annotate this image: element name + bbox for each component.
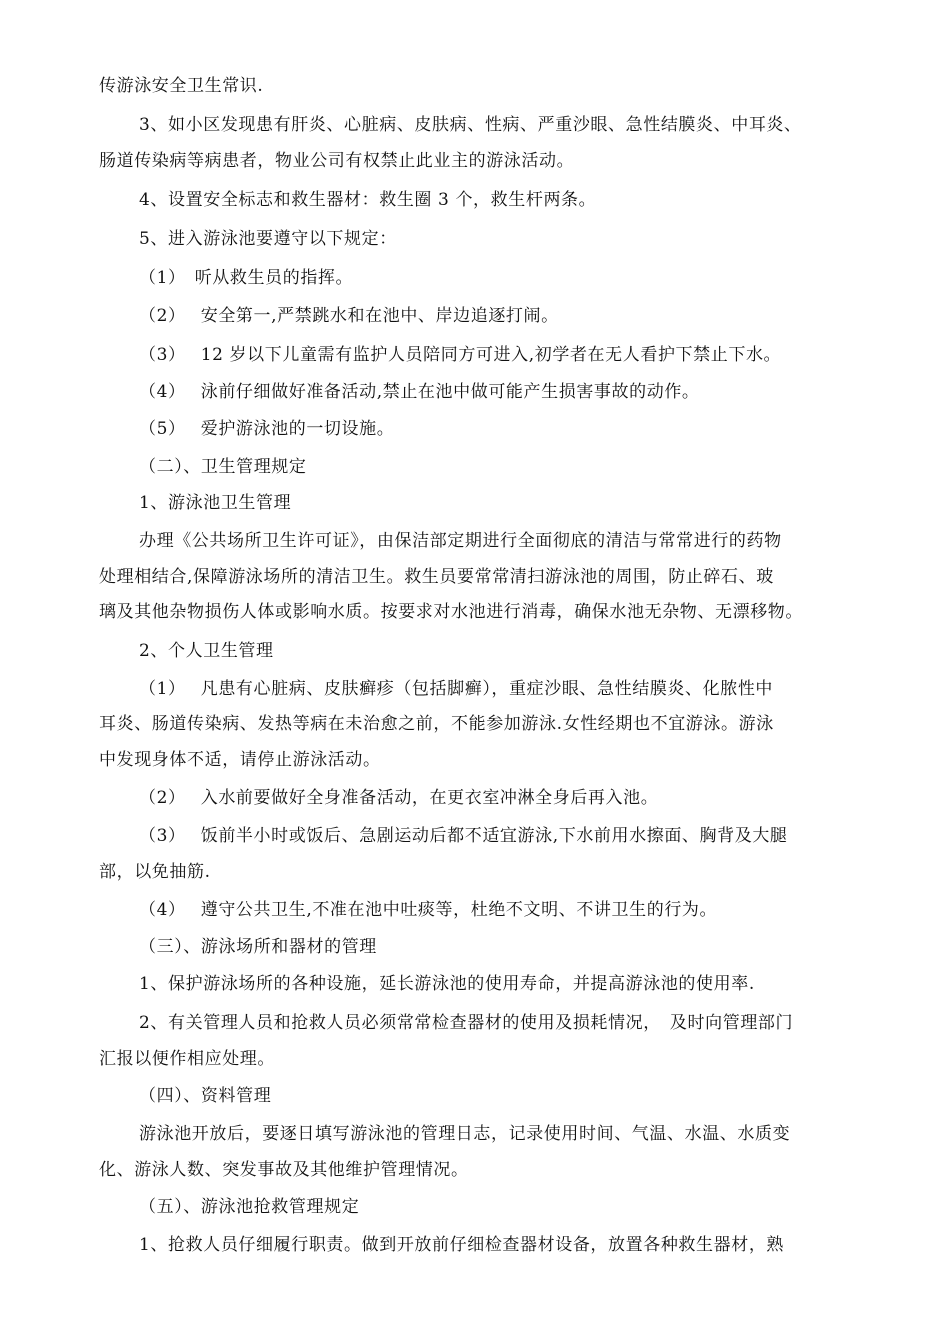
text-line: 化、游泳人数、突发事故及其他维护管理情况。 — [99, 1160, 469, 1180]
section-heading: （三）、游泳场所和器材的管理 — [139, 937, 377, 957]
text-line: 肠道传染病等病患者，物业公司有权禁止此业主的游泳活动。 — [99, 151, 575, 171]
text-line: （2） 安全第一,严禁跳水和在池中、岸边追逐打闹。 — [139, 306, 559, 326]
text-line: （2） 入水前要做好全身准备活动，在更衣室冲淋全身后再入池。 — [139, 788, 659, 808]
text-line: 1、保护游泳场所的各种设施，延长游泳池的使用寿命，并提高游泳池的使用率. — [139, 974, 755, 994]
text-line: 1、抢救人员仔细履行职责。做到开放前仔细检查器材设备，放置各种救生器材，熟 — [139, 1235, 785, 1255]
subsection-heading: 2、个人卫生管理 — [139, 641, 274, 661]
text-line: 5、进入游泳池要遵守以下规定： — [139, 229, 397, 249]
text-line: （4） 遵守公共卫生,不准在池中吐痰等，杜绝不文明、不讲卫生的行为。 — [139, 900, 718, 920]
text-line: 传游泳安全卫生常识. — [99, 76, 264, 96]
text-line: （4） 泳前仔细做好准备活动,禁止在池中做可能产生损害事故的动作。 — [139, 382, 700, 402]
text-line: 耳炎、肠道传染病、发热等病在未治愈之前，不能参加游泳.女性经期也不宜游泳。游泳 — [99, 714, 774, 734]
text-line: （1） 凡患有心脏病、皮肤癣疹（包括脚癣），重症沙眼、急性结膜炎、化脓性中 — [139, 679, 774, 699]
text-line: （3） 12 岁以下儿童需有监护人员陪同方可进入,初学者在无人看护下禁止下水。 — [139, 345, 782, 365]
subsection-heading: 1、游泳池卫生管理 — [139, 493, 292, 513]
text-line: 中发现身体不适，请停止游泳活动。 — [99, 750, 381, 770]
text-line: 汇报以便作相应处理。 — [99, 1049, 275, 1069]
text-line: 璃及其他杂物损伤人体或影响水质。按要求对水池进行消毒，确保水池无杂物、无漂移物。 — [99, 602, 803, 622]
text-line: 部，以免抽筋. — [99, 862, 211, 882]
text-line: 办理《公共场所卫生许可证》，由保洁部定期进行全面彻底的清洁与常常进行的药物 — [139, 531, 782, 551]
text-line: （3） 饭前半小时或饭后、急剧运动后都不适宜游泳,下水前用水擦面、胸背及大腿 — [139, 826, 788, 846]
section-heading: （五）、游泳池抢救管理规定 — [139, 1197, 360, 1217]
text-line: 处理相结合,保障游泳场所的清洁卫生。救生员要常常清扫游泳池的周围，防止碎石、玻 — [99, 567, 774, 587]
text-line: 3、如小区发现患有肝炎、心脏病、皮肤病、性病、严重沙眼、急性结膜炎、中耳炎、 — [139, 115, 802, 135]
section-heading: （二）、卫生管理规定 — [139, 457, 307, 477]
text-line: （1） 听从救生员的指挥。 — [139, 268, 354, 288]
text-line: 游泳池开放后，要逐日填写游泳池的管理日志，记录使用时间、气温、水温、水质变 — [139, 1124, 791, 1144]
section-heading: （四）、资料管理 — [139, 1086, 272, 1106]
text-line: 4、设置安全标志和救生器材：救生圈 3 个，救生杆两条。 — [139, 190, 597, 210]
text-line: （5） 爱护游泳池的一切设施。 — [139, 419, 395, 439]
text-line: 2、有关管理人员和抢救人员必须常常检查器材的使用及损耗情况， 及时向管理部门 — [139, 1013, 794, 1033]
